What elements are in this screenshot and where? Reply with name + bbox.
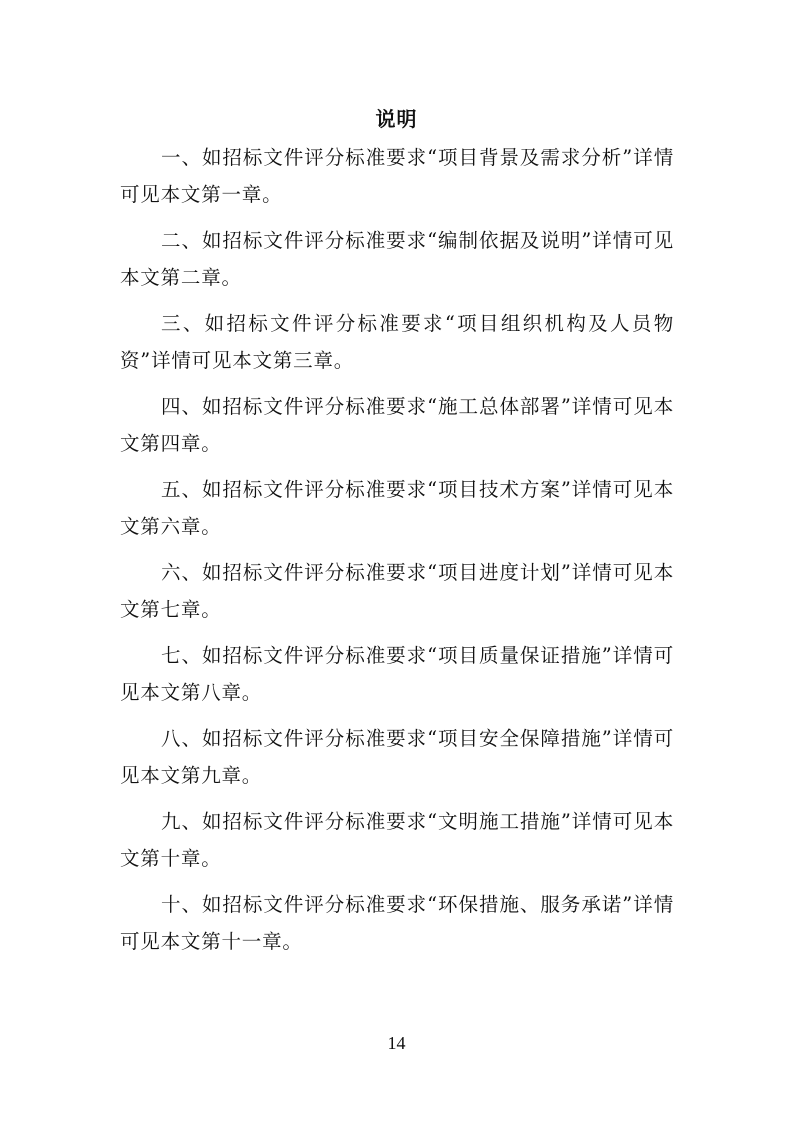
page-number: 14 (387, 1033, 406, 1053)
page-title: 说明 (375, 107, 418, 131)
list-item: 八、如招标文件评分标准要求“项目安全保障措施”详情可见本文第九章。 (120, 727, 674, 787)
list-item: 六、如招标文件评分标准要求“项目进度计划”详情可见本文第七章。 (120, 561, 674, 621)
list-item: 十、如招标文件评分标准要求“环保措施、服务承诺”详情可见本文第十一章。 (120, 893, 674, 953)
list-item: 四、如招标文件评分标准要求“施工总体部署”详情可见本文第四章。 (120, 395, 674, 455)
list-item: 七、如招标文件评分标准要求“项目质量保证措施”详情可见本文第八章。 (120, 644, 674, 704)
list-item: 九、如招标文件评分标准要求“文明施工措施”详情可见本文第十章。 (120, 810, 674, 870)
list-item: 二、如招标文件评分标准要求“编制依据及说明”详情可见本文第二章。 (120, 229, 674, 289)
list-item: 五、如招标文件评分标准要求“项目技术方案”详情可见本文第六章。 (120, 478, 674, 538)
list-item: 三、如招标文件评分标准要求“项目组织机构及人员物资”详情可见本文第三章。 (120, 312, 674, 372)
list-item: 一、如招标文件评分标准要求“项目背景及需求分析”详情可见本文第一章。 (120, 146, 674, 206)
instructions-list (120, 139, 674, 969)
